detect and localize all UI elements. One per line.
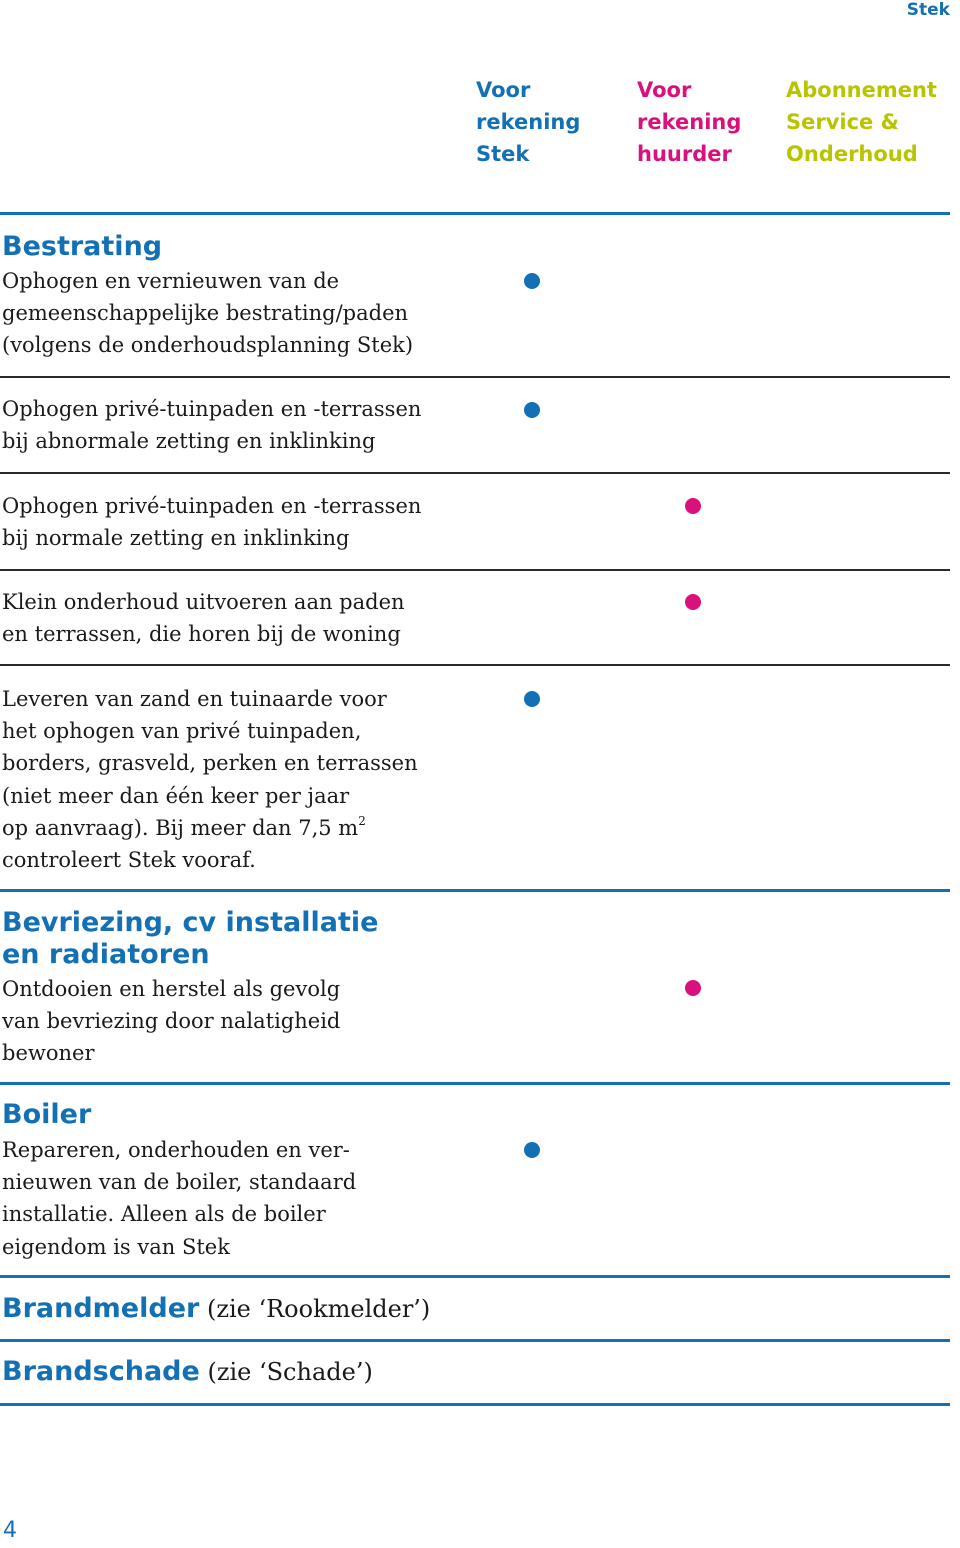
brandschade-title: Brandschade: [2, 1356, 200, 1387]
item-text-bestrating-2: Ophogen privé-tuinpaden en -terrassen bij abnormale zetting en inklinking: [2, 397, 422, 454]
cross-reference-link[interactable]: (zie ‘Rookmelder’): [199, 1295, 431, 1323]
row-divider: [0, 376, 950, 378]
item-text-tail: controleert Stek vooraf.: [2, 848, 256, 873]
row-divider: [0, 569, 950, 571]
section-title-brandschade: [2, 1356, 373, 1388]
marker-huurder-dot: [685, 498, 701, 514]
section-divider: [0, 1275, 950, 1278]
item-text-bestrating-5: [2, 683, 472, 876]
row-divider: [0, 664, 950, 666]
section-title-bevriezing: Bevriezing, cv installatie en radiatoren: [2, 907, 379, 970]
marker-stek-dot: [524, 402, 540, 418]
section-divider: [0, 889, 950, 892]
page-number: 4: [3, 1518, 17, 1543]
row-divider: [0, 472, 950, 474]
item-text-bestrating-4: Klein onderhoud uitvoeren aan paden en terrassen, die horen bij de woning: [2, 590, 405, 647]
section-divider: [0, 1339, 950, 1342]
section-divider: [0, 1082, 950, 1085]
item-text-bestrating-3: Ophogen privé-tuinpaden en -terrassen bij normale zetting en inklinking: [2, 494, 422, 551]
column-header-abonnement: Abonnement Service & Onderhoud: [786, 78, 937, 166]
marker-huurder-dot: [685, 594, 701, 610]
item-text-boiler-1: Repareren, onderhouden en ver- nieuwen van de boiler, standaard installatie. Alleen als de boiler eigendom is van Stek: [2, 1138, 357, 1259]
section-divider: [0, 212, 950, 215]
cross-reference-link[interactable]: (zie ‘Schade’): [199, 1358, 373, 1386]
marker-stek-dot: [524, 1142, 540, 1158]
marker-stek-dot: [524, 691, 540, 707]
item-text-main: Leveren van zand en tuinaarde voor het ophogen van privé tuinpaden, borders, grasveld, perken en terrassen (niet meer dan één keer per jaar op aanvraag). Bij meer dan 7,5 m: [2, 687, 418, 840]
column-header-stek: Voor rekening Stek: [476, 78, 581, 166]
section-title-boiler: Boiler: [2, 1099, 92, 1130]
section-divider: [0, 1403, 950, 1406]
item-text-bestrating-1: Ophogen en vernieuwen van de gemeenschappelijke bestrating/paden (volgens de onderhoudsplanning Stek): [2, 269, 414, 358]
brand-label: Stek: [906, 0, 950, 20]
marker-huurder-dot: [685, 980, 701, 996]
brandmelder-title: Brandmelder: [2, 1293, 200, 1324]
superscript-exponent: 2: [358, 813, 366, 828]
item-text-bevriezing-1: Ontdooien en herstel als gevolg van bevriezing door nalatigheid bewoner: [2, 977, 341, 1066]
section-title-bestrating: Bestrating: [2, 231, 163, 262]
section-title-brandmelder: [2, 1293, 430, 1325]
column-header-huurder: Voor rekening huurder: [637, 78, 742, 166]
marker-stek-dot: [524, 273, 540, 289]
